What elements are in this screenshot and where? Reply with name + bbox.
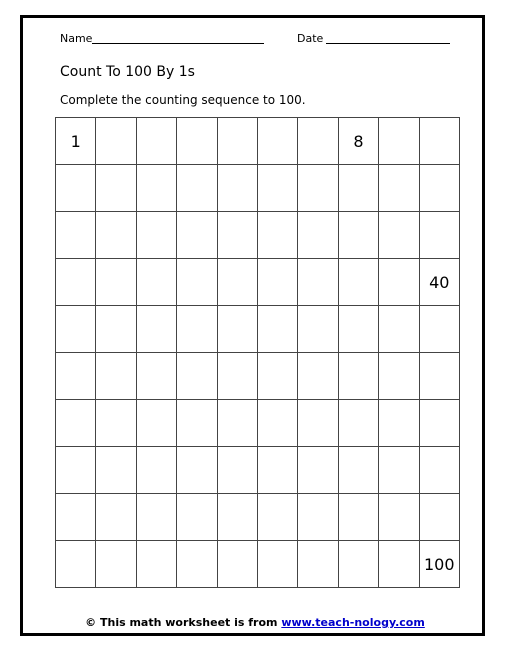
footer xyxy=(0,616,510,630)
grid-cell[interactable] xyxy=(298,212,338,259)
grid-row xyxy=(56,541,460,588)
footer-text: © This math worksheet is from xyxy=(85,616,282,629)
grid-cell[interactable] xyxy=(56,306,96,353)
grid-cell[interactable] xyxy=(96,306,136,353)
grid-cell[interactable] xyxy=(136,165,176,212)
grid-cell[interactable] xyxy=(136,212,176,259)
grid-cell[interactable] xyxy=(136,494,176,541)
grid-row xyxy=(56,212,460,259)
grid-cell[interactable] xyxy=(177,494,217,541)
worksheet-title: Count To 100 By 1s xyxy=(60,64,195,80)
grid-cell[interactable] xyxy=(136,447,176,494)
grid-cell[interactable] xyxy=(298,541,338,588)
grid-cell[interactable] xyxy=(136,541,176,588)
grid-cell[interactable] xyxy=(379,494,419,541)
grid-cell[interactable] xyxy=(379,541,419,588)
grid-cell[interactable] xyxy=(96,259,136,306)
grid-cell[interactable]: 100 xyxy=(419,541,459,588)
grid-row xyxy=(56,118,460,165)
grid-cell[interactable] xyxy=(298,306,338,353)
grid-cell[interactable] xyxy=(56,165,96,212)
grid-cell[interactable] xyxy=(257,494,297,541)
grid-cell[interactable]: 40 xyxy=(419,259,459,306)
grid-row xyxy=(56,447,460,494)
grid-row xyxy=(56,494,460,541)
grid-cell[interactable] xyxy=(419,400,459,447)
grid-cell[interactable] xyxy=(56,212,96,259)
grid-cell[interactable] xyxy=(338,494,378,541)
grid-cell[interactable] xyxy=(257,306,297,353)
grid-cell[interactable] xyxy=(217,306,257,353)
grid-cell[interactable] xyxy=(379,353,419,400)
grid-cell[interactable] xyxy=(56,494,96,541)
grid-cell[interactable] xyxy=(96,541,136,588)
grid-cell[interactable] xyxy=(217,165,257,212)
grid-cell[interactable] xyxy=(177,118,217,165)
grid-cell[interactable] xyxy=(298,118,338,165)
grid-cell[interactable] xyxy=(298,494,338,541)
grid-cell[interactable] xyxy=(217,447,257,494)
date-label: Date xyxy=(297,32,324,45)
grid-cell[interactable] xyxy=(379,447,419,494)
grid-cell[interactable] xyxy=(338,353,378,400)
grid-cell[interactable] xyxy=(177,400,217,447)
grid-cell[interactable] xyxy=(217,400,257,447)
grid-cell[interactable] xyxy=(338,259,378,306)
counting-grid xyxy=(55,117,460,588)
grid-cell[interactable]: 8 xyxy=(338,118,378,165)
grid-cell[interactable] xyxy=(217,212,257,259)
grid-cell[interactable] xyxy=(257,353,297,400)
grid-cell[interactable] xyxy=(177,447,217,494)
grid-cell[interactable] xyxy=(338,541,378,588)
grid-cell[interactable] xyxy=(177,541,217,588)
grid-cell[interactable] xyxy=(56,353,96,400)
grid-row xyxy=(56,306,460,353)
grid-cell[interactable] xyxy=(56,400,96,447)
grid-cell[interactable] xyxy=(96,165,136,212)
grid-cell[interactable] xyxy=(217,541,257,588)
footer-link[interactable]: www.teach-nology.com xyxy=(281,616,425,629)
grid-cell[interactable] xyxy=(379,306,419,353)
grid-cell[interactable] xyxy=(419,306,459,353)
instructions: Complete the counting sequence to 100. xyxy=(60,93,306,107)
grid-cell[interactable] xyxy=(419,353,459,400)
grid-cell[interactable] xyxy=(419,494,459,541)
grid-cell[interactable] xyxy=(379,118,419,165)
grid-cell[interactable] xyxy=(298,165,338,212)
grid-cell[interactable] xyxy=(136,353,176,400)
grid-cell[interactable] xyxy=(96,353,136,400)
grid-cell[interactable] xyxy=(257,259,297,306)
grid-cell[interactable] xyxy=(136,259,176,306)
grid-cell[interactable] xyxy=(298,400,338,447)
grid-cell[interactable] xyxy=(136,306,176,353)
grid-cell[interactable] xyxy=(419,165,459,212)
grid-cell[interactable] xyxy=(257,118,297,165)
grid-cell[interactable] xyxy=(96,212,136,259)
grid-cell[interactable] xyxy=(257,541,297,588)
grid-cell[interactable] xyxy=(338,165,378,212)
grid-cell[interactable] xyxy=(419,118,459,165)
grid-cell[interactable] xyxy=(257,165,297,212)
grid-cell[interactable] xyxy=(177,353,217,400)
grid-cell[interactable] xyxy=(419,447,459,494)
grid-row xyxy=(56,353,460,400)
grid-cell[interactable] xyxy=(177,165,217,212)
grid-cell[interactable] xyxy=(56,259,96,306)
grid-row xyxy=(56,400,460,447)
grid-cell[interactable] xyxy=(379,259,419,306)
grid-cell[interactable] xyxy=(298,447,338,494)
date-field[interactable] xyxy=(326,43,450,44)
grid-row xyxy=(56,259,460,306)
grid-cell[interactable] xyxy=(96,447,136,494)
grid-cell[interactable] xyxy=(338,306,378,353)
grid-cell[interactable] xyxy=(298,353,338,400)
grid-cell[interactable] xyxy=(177,212,217,259)
grid-cell[interactable] xyxy=(136,118,176,165)
grid-cell[interactable] xyxy=(338,447,378,494)
grid-cell[interactable] xyxy=(379,165,419,212)
grid-cell[interactable] xyxy=(217,259,257,306)
grid-cell[interactable] xyxy=(136,400,176,447)
grid-cell[interactable] xyxy=(56,447,96,494)
name-label: Name xyxy=(60,32,93,45)
grid-cell[interactable] xyxy=(257,447,297,494)
grid-cell[interactable] xyxy=(338,400,378,447)
grid-cell[interactable] xyxy=(96,118,136,165)
grid-cell[interactable] xyxy=(379,212,419,259)
grid-cell[interactable]: 1 xyxy=(56,118,96,165)
grid-cell[interactable] xyxy=(257,212,297,259)
grid-cell[interactable] xyxy=(379,400,419,447)
grid-row xyxy=(56,165,460,212)
grid-cell[interactable] xyxy=(338,212,378,259)
grid-cell[interactable] xyxy=(217,118,257,165)
grid-cell[interactable] xyxy=(96,400,136,447)
grid-cell[interactable] xyxy=(177,259,217,306)
grid-cell[interactable] xyxy=(177,306,217,353)
header-row xyxy=(60,31,460,47)
grid-cell[interactable] xyxy=(217,494,257,541)
grid-cell[interactable] xyxy=(298,259,338,306)
grid-cell[interactable] xyxy=(217,353,257,400)
name-field[interactable] xyxy=(92,43,264,44)
grid-cell[interactable] xyxy=(419,212,459,259)
grid-cell[interactable] xyxy=(257,400,297,447)
grid-cell[interactable] xyxy=(56,541,96,588)
grid-cell[interactable] xyxy=(96,494,136,541)
